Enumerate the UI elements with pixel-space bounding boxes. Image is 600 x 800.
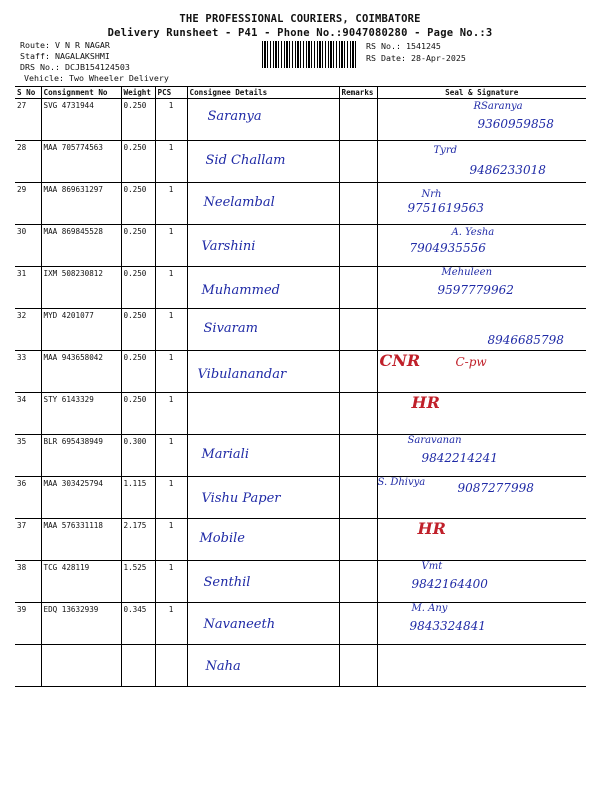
- signature-scrawl: HR: [411, 393, 440, 412]
- consignment-no-cell: MYD 4201077: [41, 309, 121, 351]
- weight-cell: 0.250: [121, 393, 155, 435]
- consignment-no-cell: MAA 576331118: [41, 519, 121, 561]
- sno-cell: 38: [15, 561, 41, 603]
- col-remarks: Remarks: [339, 87, 377, 99]
- consignee-cell: [187, 561, 339, 603]
- table-row: [15, 603, 586, 645]
- table-row: [15, 351, 586, 393]
- sno-cell: 39: [15, 603, 41, 645]
- table-row: [15, 183, 586, 225]
- consignment-no-cell: MAA 303425794: [41, 477, 121, 519]
- sno-cell: 33: [15, 351, 41, 393]
- consignment-no-cell: BLR 695438949: [41, 435, 121, 477]
- col-signature: Seal & Signature: [377, 87, 586, 99]
- weight-cell: 1.115: [121, 477, 155, 519]
- signature-cell: [377, 183, 586, 225]
- signature-cell: [377, 435, 586, 477]
- signature-phone: 9486233018: [469, 163, 546, 177]
- consignee-cell: [187, 267, 339, 309]
- signature-phone: 9360959858: [477, 117, 554, 131]
- remarks-cell: [339, 435, 377, 477]
- col-sno: S No: [15, 87, 41, 99]
- sno-cell: 31: [15, 267, 41, 309]
- signature-phone: 8946685798: [487, 333, 564, 347]
- signature-scrawl: S. Dhivya: [377, 477, 426, 488]
- signature-cell: [377, 393, 586, 435]
- table-row: [15, 225, 586, 267]
- weight-cell: 0.250: [121, 309, 155, 351]
- weight-cell: [121, 645, 155, 687]
- remarks-cell: [339, 477, 377, 519]
- consignment-no-cell: MAA 869845528: [41, 225, 121, 267]
- consignee-handwritten-name: Navaneeth: [203, 617, 276, 632]
- weight-cell: 0.250: [121, 141, 155, 183]
- table-row: [15, 519, 586, 561]
- remarks-cell: [339, 603, 377, 645]
- pcs-cell: 1: [155, 309, 187, 351]
- signature-cell: [377, 645, 586, 687]
- consignment-no-cell: SVG 4731944: [41, 99, 121, 141]
- signature-cell: [377, 351, 586, 393]
- weight-cell: 0.250: [121, 183, 155, 225]
- signature-scrawl: Nrh: [421, 189, 442, 200]
- consignee-cell: [187, 477, 339, 519]
- sno-cell: 37: [15, 519, 41, 561]
- pcs-cell: 1: [155, 141, 187, 183]
- signature-scrawl: HR: [417, 519, 446, 538]
- barcode: [262, 41, 358, 68]
- pcs-cell: 1: [155, 477, 187, 519]
- consignee-cell: [187, 645, 339, 687]
- consignee-handwritten-name: Mariali: [201, 447, 249, 462]
- remarks-cell: [339, 645, 377, 687]
- signature-scrawl: Saravanan: [407, 435, 462, 446]
- consignee-cell: [187, 309, 339, 351]
- weight-cell: 0.345: [121, 603, 155, 645]
- rs-date-label: RS Date: 28-Apr-2025: [366, 53, 466, 63]
- signature-cell: [377, 225, 586, 267]
- rs-no-label: RS No.: 1541245: [366, 41, 441, 51]
- col-consignee: Consignee Details: [187, 87, 339, 99]
- consignee-handwritten-name: Vishu Paper: [201, 491, 281, 506]
- consignment-no-cell: TCG 428119: [41, 561, 121, 603]
- table-row: [15, 99, 586, 141]
- signature-cell: [377, 519, 586, 561]
- table-row: [15, 267, 586, 309]
- signature-scrawl: Vmt: [421, 561, 443, 572]
- consignment-no-cell: MAA 705774563: [41, 141, 121, 183]
- remarks-cell: [339, 309, 377, 351]
- pcs-cell: [155, 645, 187, 687]
- consignee-handwritten-name: Naha: [205, 659, 241, 674]
- remarks-cell: [339, 141, 377, 183]
- signature-cell: [377, 99, 586, 141]
- signature-phone: 9842214241: [421, 451, 498, 465]
- pcs-cell: 1: [155, 561, 187, 603]
- sno-cell: 34: [15, 393, 41, 435]
- runsheet-title: THE PROFESSIONAL COURIERS, COIMBATORE: [179, 13, 421, 25]
- pcs-cell: 1: [155, 351, 187, 393]
- consignment-no-cell: IXM 508230812: [41, 267, 121, 309]
- consignment-no-cell: MAA 943658042: [41, 351, 121, 393]
- remarks-cell: [339, 99, 377, 141]
- signature-scrawl: A. Yesha: [451, 227, 495, 238]
- consignee-cell: [187, 351, 339, 393]
- pcs-cell: 1: [155, 393, 187, 435]
- remarks-cell: [339, 267, 377, 309]
- signature-phone: 9842164400: [411, 577, 488, 591]
- table-row: [15, 561, 586, 603]
- consignee-cell: [187, 603, 339, 645]
- consignee-handwritten-name: Senthil: [203, 575, 251, 590]
- weight-cell: 0.250: [121, 99, 155, 141]
- remarks-cell: [339, 561, 377, 603]
- signature-phone: 7904935556: [409, 241, 486, 255]
- weight-cell: 0.250: [121, 225, 155, 267]
- table-row: [15, 393, 586, 435]
- signature-cell: [377, 603, 586, 645]
- remarks-cell: [339, 225, 377, 267]
- signature-phone: 9843324841: [409, 619, 486, 633]
- col-pcs: PCS: [155, 87, 187, 99]
- consignee-handwritten-name: Mobile: [199, 531, 245, 546]
- route-label: Route: V N R NAGAR: [20, 40, 110, 50]
- runsheet-table: [15, 86, 586, 687]
- signature-scrawl: Tyrd: [433, 145, 458, 156]
- pcs-cell: 1: [155, 603, 187, 645]
- table-row: [15, 309, 586, 351]
- sno-cell: 35: [15, 435, 41, 477]
- sno-cell: 30: [15, 225, 41, 267]
- staff-label: Staff: NAGALAKSHMI: [20, 51, 110, 61]
- remarks-cell: [339, 519, 377, 561]
- signature-cell: [377, 477, 586, 519]
- pcs-cell: 1: [155, 225, 187, 267]
- col-weight: Weight: [121, 87, 155, 99]
- pcs-cell: 1: [155, 99, 187, 141]
- consignee-cell: [187, 183, 339, 225]
- consignment-no-cell: EDQ 13632939: [41, 603, 121, 645]
- sno-cell: 36: [15, 477, 41, 519]
- remarks-cell: [339, 183, 377, 225]
- consignee-cell: [187, 225, 339, 267]
- weight-cell: 2.175: [121, 519, 155, 561]
- consignee-cell: [187, 435, 339, 477]
- signature-cell: [377, 561, 586, 603]
- pcs-cell: 1: [155, 267, 187, 309]
- sno-cell: [15, 645, 41, 687]
- signature-scrawl: CNR: [379, 351, 421, 370]
- pcs-cell: 1: [155, 183, 187, 225]
- consignee-handwritten-name: Muhammed: [201, 283, 280, 298]
- consignment-no-cell: [41, 645, 121, 687]
- consignment-no-cell: MAA 869631297: [41, 183, 121, 225]
- signature-phone: 9087277998: [457, 481, 534, 495]
- table-row: [15, 141, 586, 183]
- signature-scrawl: M. Any: [411, 603, 448, 614]
- vehicle-label: Vehicle: Two Wheeler Delivery: [24, 73, 169, 83]
- sno-cell: 28: [15, 141, 41, 183]
- signature-scrawl: RSaranya: [473, 101, 523, 112]
- col-consignment: Consignment No: [41, 87, 121, 99]
- consignee-cell: [187, 519, 339, 561]
- runsheet-subtitle: Delivery Runsheet - P41 - Phone No.:9047080280 - Page No.:3: [107, 27, 493, 39]
- consignee-cell: [187, 141, 339, 183]
- consignee-handwritten-name: Sid Challam: [205, 153, 286, 168]
- weight-cell: 0.250: [121, 351, 155, 393]
- signature-cell: [377, 141, 586, 183]
- consignee-handwritten-name: Neelambal: [203, 195, 275, 210]
- table-row: [15, 645, 586, 687]
- consignment-no-cell: STY 6143329: [41, 393, 121, 435]
- pcs-cell: 1: [155, 435, 187, 477]
- signature-cell: [377, 309, 586, 351]
- signature-phone: 9751619563: [407, 201, 484, 215]
- consignee-handwritten-name: Saranya: [207, 109, 262, 124]
- table-header-row: [15, 87, 586, 99]
- weight-cell: 0.300: [121, 435, 155, 477]
- pcs-cell: 1: [155, 519, 187, 561]
- consignee-cell: [187, 99, 339, 141]
- signature-cell: [377, 267, 586, 309]
- weight-cell: 1.525: [121, 561, 155, 603]
- table-row: [15, 477, 586, 519]
- sno-cell: 27: [15, 99, 41, 141]
- weight-cell: 0.250: [121, 267, 155, 309]
- signature-phone: C-pw: [455, 355, 487, 369]
- consignee-handwritten-name: Sivaram: [203, 321, 258, 336]
- remarks-cell: [339, 393, 377, 435]
- signature-phone: 9597779962: [437, 283, 514, 297]
- drs-label: DRS No.: DCJB154124503: [20, 62, 130, 72]
- sno-cell: 32: [15, 309, 41, 351]
- consignee-cell: [187, 393, 339, 435]
- table-row: [15, 435, 586, 477]
- consignee-handwritten-name: Vibulanandar: [197, 367, 287, 382]
- remarks-cell: [339, 351, 377, 393]
- signature-scrawl: Mehuleen: [441, 267, 493, 278]
- consignee-handwritten-name: Varshini: [201, 239, 256, 254]
- sno-cell: 29: [15, 183, 41, 225]
